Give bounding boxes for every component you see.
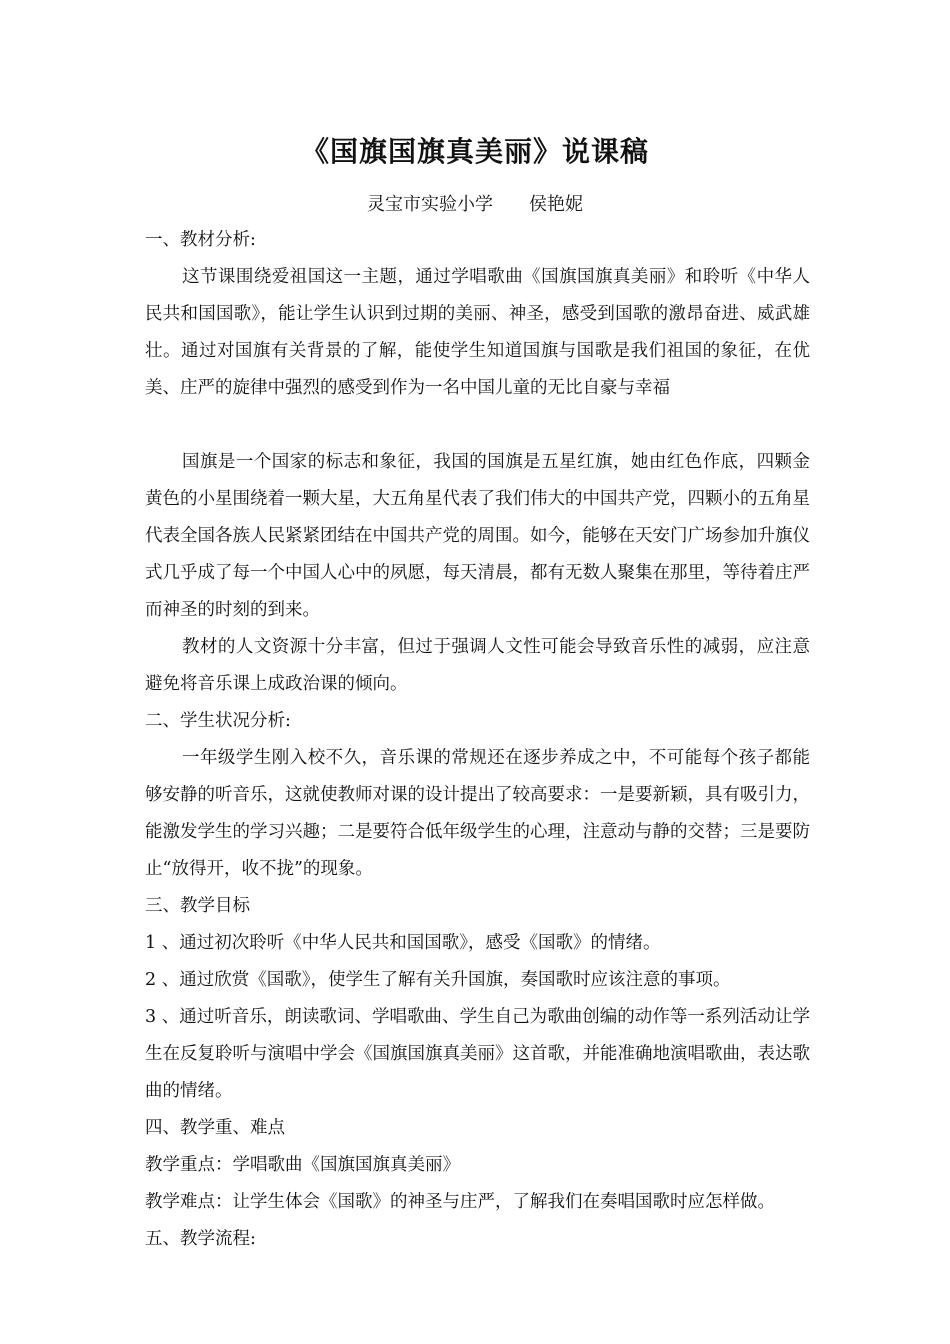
section-heading: 四、教学重、难点 bbox=[145, 1118, 285, 1138]
section-heading: 五、教学流程: bbox=[145, 1229, 256, 1249]
goal-item: 2 、通过欣赏《国歌》，使学生了解有关升国旗，奏国歌时应该注意的事项。 bbox=[145, 970, 731, 990]
document-body bbox=[145, 222, 810, 1258]
key-point: 教学重点：学唱歌曲《国旗国旗真美丽》 bbox=[145, 1155, 460, 1175]
section-heading: 二、学生状况分析: bbox=[145, 711, 291, 731]
paragraph: 教材的人文资源十分丰富，但过于强调人文性可能会导致音乐性的减弱，应注意避免将音乐课上成政治课的倾向。 bbox=[145, 637, 810, 694]
section-heading: 三、教学目标 bbox=[145, 896, 250, 916]
page-title: 《国旗国旗真美丽》说课稿 bbox=[300, 135, 649, 168]
paragraph: 一年级学生刚入校不久，音乐课的常规还在逐步养成之中，不可能每个孩子都能够安静的听音乐，这就使教师对课的设计提出了较高要求：一是要新颖，具有吸引力，能激发学生的学习兴趣；二是要符合低年级学生的心理，注意动与静的交替；三是要防止“放得开，收不拢”的现象。 bbox=[145, 748, 810, 879]
blank-line bbox=[145, 407, 810, 444]
difficult-point: 教学难点：让学生体会《国歌》的神圣与庄严，了解我们在奏唱国歌时应怎样做。 bbox=[145, 1192, 775, 1212]
paragraph: 这节课围绕爱祖国这一主题，通过学唱歌曲《国旗国旗真美丽》和聆听《中华人民共和国国歌》，能让学生认识到过期的美丽、神圣，感受到国歌的激昂奋进、威武雄壮。通过对国旗有关背景的了解，能使学生知道国旗与国歌是我们祖国的象征，在优美、庄严的旋律中强烈的感受到作为一名中国儿童的无比自豪与幸福 bbox=[145, 267, 810, 398]
school-name: 灵宝市实验小学 bbox=[367, 194, 493, 215]
paragraph: 国旗是一个国家的标志和象征，我国的国旗是五星红旗，她由红色作底，四颗金黄色的小星围绕着一颗大星，大五角星代表了我们伟大的中国共产党，四颗小的五角星代表全国各族人民紧紧团结在中国共产党的周围。如今，能够在天安门广场参加升旗仪式几乎成了每一个中国人心中的夙愿，每天清晨，都有无数人聚集在那里，等待着庄严而神圣的时刻的到来。 bbox=[145, 452, 810, 620]
goal-item: 3 、通过听音乐，朗读歌词、学唱歌曲、学生自己为歌曲创编的动作等一系列活动让学生在反复聆听与演唱中学会《国旗国旗真美丽》这首歌，并能准确地演唱歌曲，表达歌曲的情绪。 bbox=[145, 1007, 810, 1101]
author-line bbox=[0, 190, 950, 216]
section-heading: 一、教材分析: bbox=[145, 230, 256, 250]
author-name: 侯艳妮 bbox=[529, 194, 583, 215]
goal-item: 1 、通过初次聆听《中华人民共和国国歌》，感受《国歌》的情绪。 bbox=[145, 933, 661, 953]
